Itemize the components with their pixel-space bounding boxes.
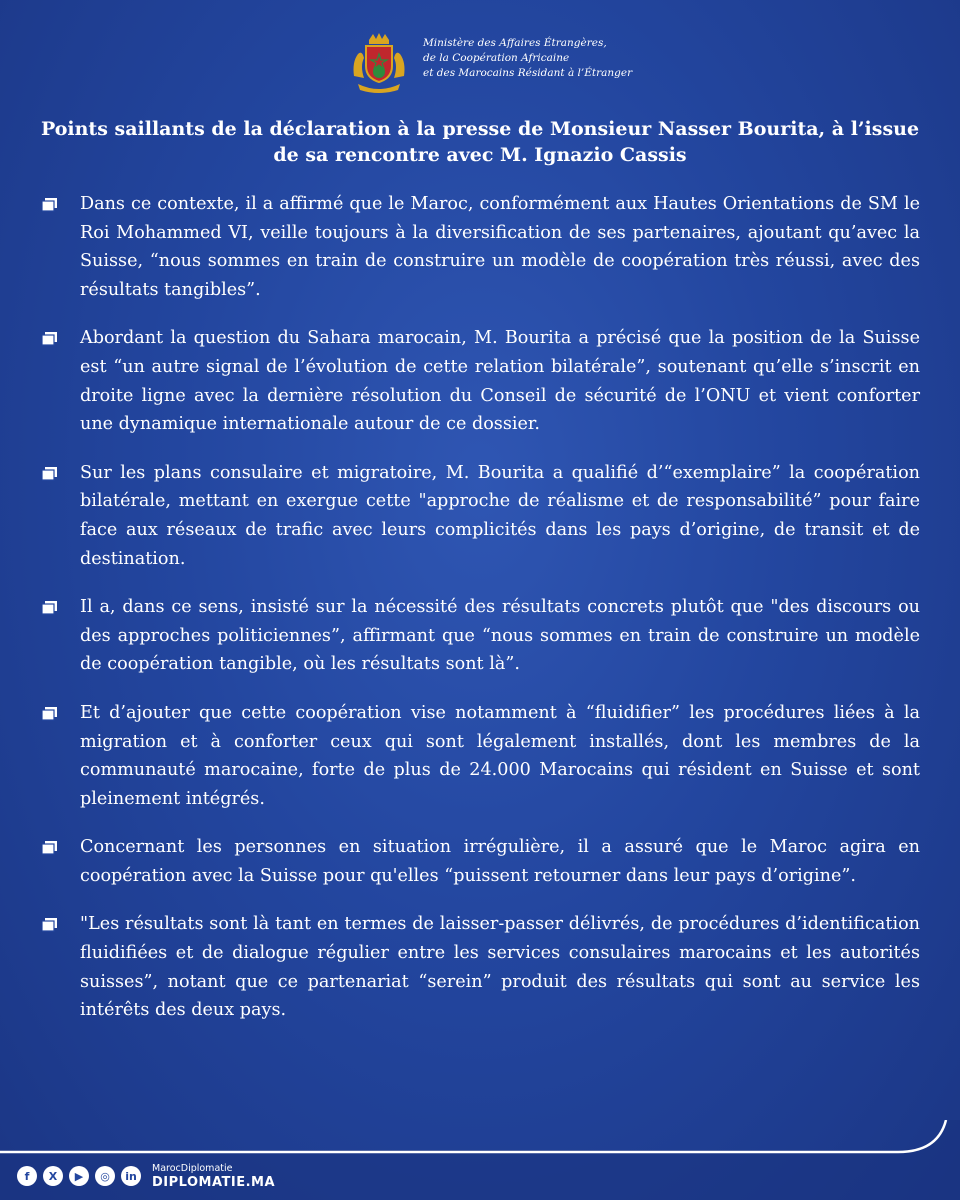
linkedin-icon[interactable]: in bbox=[121, 1166, 141, 1186]
x-icon[interactable]: X bbox=[43, 1166, 63, 1186]
document-bullet-icon bbox=[42, 332, 58, 346]
document-bullet-icon bbox=[42, 841, 58, 855]
website-link[interactable]: DIPLOMATIE.MA bbox=[152, 1175, 276, 1190]
list-item bbox=[36, 593, 920, 679]
document-bullet-icon bbox=[42, 918, 58, 932]
list-item bbox=[36, 699, 920, 813]
social-handle[interactable]: MarocDiplomatie bbox=[152, 1163, 233, 1174]
page-title: Points saillants de la déclaration à la presse de Monsieur Nasser Bourita, à l’issue de sa rencontre avec M. Ignazio Cassis bbox=[40, 118, 920, 166]
list-item bbox=[36, 324, 920, 438]
bullet-text-6: Concernant les personnes en situation irrégulière, il a assuré que le Maroc agira en coopération avec la Suisse pour qu'elles “puissent retourner dans leur pays d’origine”. bbox=[80, 837, 920, 886]
ministry-line-2: de la Coopération Africaine bbox=[423, 52, 570, 64]
bullet-text-7: "Les résultats sont là tant en termes de laisser-passer délivrés, de procédures d’identification fluidifiées et de dialogue régulier entre les services consulaires marocains et les autorités suisses”, notant que ce partenariat “serein” produit des résultats qui sont au service les intérêts des deux pays. bbox=[80, 914, 920, 1021]
ministry-line-3: et des Marocains Résidant à l’Étranger bbox=[423, 67, 633, 79]
bullet-text-4: Il a, dans ce sens, insisté sur la nécessité des résultats concrets plutôt que "des discours ou des approches politiciennes”, affirmant que “nous sommes en train de construire un modèle de coopération tangible, où les résultats sont là”. bbox=[80, 597, 920, 675]
ministry-line-1: Ministère des Affaires Étrangères, bbox=[423, 37, 607, 49]
list-item bbox=[36, 459, 920, 573]
document-bullet-icon bbox=[42, 601, 58, 615]
bullet-text-3: Sur les plans consulaire et migratoire, M. Bourita a qualifié d’“exemplaire” la coopération bilatérale, mettant en exergue cette "approche de réalisme et de responsabilité” pour faire face aux réseaux de trafic avec leurs complicités dans les pays d’origine, de transit et de destination. bbox=[80, 462, 920, 569]
list-item bbox=[36, 190, 920, 304]
list-item bbox=[36, 910, 920, 1024]
document-bullet-icon bbox=[42, 467, 58, 481]
bullet-list bbox=[36, 190, 920, 1045]
youtube-icon[interactable]: ▶ bbox=[69, 1166, 89, 1186]
bullet-text-5: Et d’ajouter que cette coopération vise notamment à “fluidifier” les procédures liées à la migration et à conforter ceux qui sont légalement installés, dont les membres de la communauté marocaine, forte de plus de 24.000 Marocains qui résident en Suisse et sont pleinement intégrés. bbox=[80, 702, 920, 809]
bullet-text-2: Abordant la question du Sahara marocain, M. Bourita a précisé que la position de la Suisse est “un autre signal de l’évolution de cette relation bilatérale”, soutenant qu’elle s’inscrit en droite ligne avec la dernière résolution du Conseil de sécurité de l’ONU et vient conforter une dynamique internationale autour de ce dossier. bbox=[80, 328, 920, 435]
coat-of-arms-icon bbox=[350, 32, 408, 94]
social-links bbox=[17, 1166, 141, 1188]
ministry-name bbox=[423, 36, 632, 81]
header bbox=[0, 30, 960, 100]
footer-arc bbox=[0, 1120, 960, 1200]
document-bullet-icon bbox=[42, 198, 58, 212]
list-item bbox=[36, 833, 920, 890]
document-bullet-icon bbox=[42, 707, 58, 721]
footer-brand bbox=[152, 1163, 275, 1190]
facebook-icon[interactable]: f bbox=[17, 1166, 37, 1186]
bullet-text-1: Dans ce contexte, il a affirmé que le Maroc, conformément aux Hautes Orientations de SM le Roi Mohammed VI, veille toujours à la diversification de ses partenaires, ajoutant qu’avec la Suisse, “nous sommes en train de construire un modèle de coopération très réussi, avec des résultats tangibles”. bbox=[80, 194, 920, 300]
instagram-icon[interactable]: ◎ bbox=[95, 1166, 115, 1186]
